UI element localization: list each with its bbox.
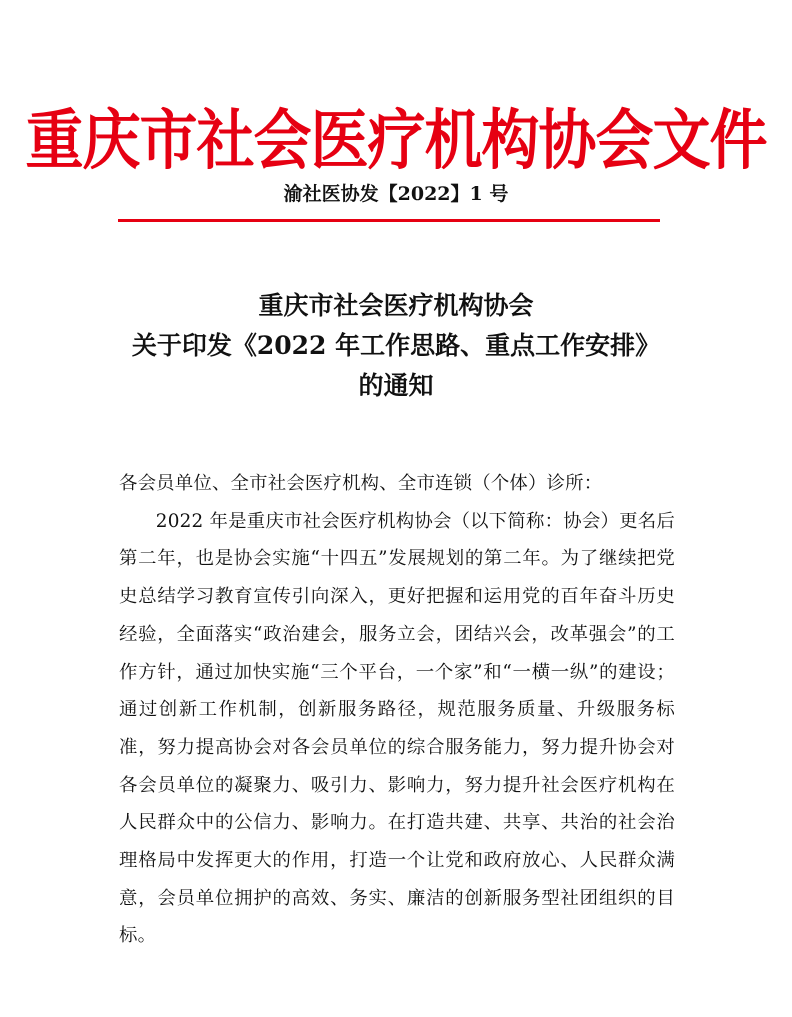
organization-file-title: 重庆市社会医疗机构协会文件 [25, 102, 767, 179]
notice-body [119, 465, 675, 955]
notice-title-line-2: 关于印发《2022 年工作思路、重点工作安排》 [131, 331, 661, 360]
notice-title-line-1: 重庆市社会医疗机构协会 [258, 291, 534, 320]
notice-title [60, 286, 732, 406]
salutation: 各会员单位、全市社会医疗机构、全市连锁（个体）诊所： [119, 473, 603, 494]
document-number: 渝社医协发【2022】1 号 [283, 183, 509, 205]
red-divider-line [118, 219, 660, 222]
body-paragraph: 2022 年是重庆市社会医疗机构协会（以下简称：协会）更名后第二年，也是协会实施“十四五”发展规划的第二年。为了继续把党史总结学习教育宣传引向深入，更好把握和运用党的百年奋斗历史经验，全面落实“政治建会，服务立会，团结兴会，改革强会”的工作方针，通过加快实施“三个平台，一个家”和“一横一纵”的建设；通过创新工作机制，创新服务路径，规范服务质量、升级服务标准，努力提高协会对各会员单位的综合服务能力，努力提升协会对各会员单位的凝聚力、吸引力、影响力，努力提升社会医疗机构在人民群众中的公信力、影响力。在打造共建、共享、共治的社会治理格局中发挥更大的作用，打造一个让党和政府放心、人民群众满意，会员单位拥护的高效、务实、廉洁的创新服务型社团组织的目标。 [119, 510, 675, 947]
notice-title-line-3: 的通知 [358, 371, 434, 400]
